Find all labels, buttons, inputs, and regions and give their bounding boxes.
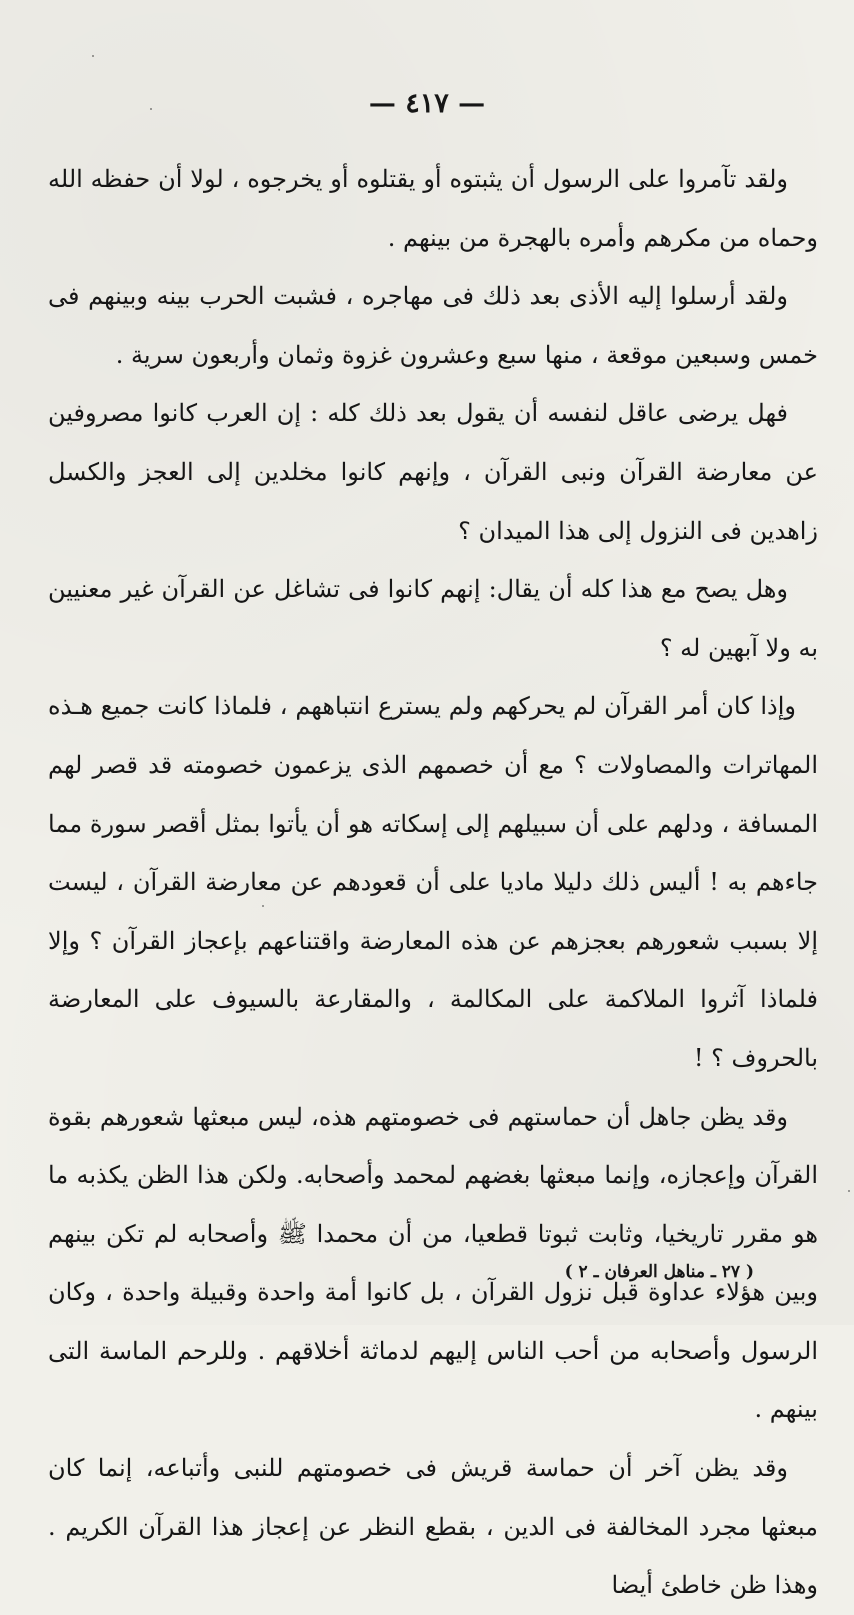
scan-speck bbox=[150, 108, 152, 110]
page-number: — ٤١٧ — bbox=[368, 88, 486, 119]
paragraph-6: وقد يظن جاهل أن حماستهم فى خصومتهم هذه، ليس مبعثها شعورهم بقوة القرآن وإعجازه، وإنما مبعثها بغضهم لمحمد وأصحابه. ولكن هذا الظن يكذبه ما هو مقرر تاريخيا، وثابت ثبوتا قطعيا، من أن محمدا ﷺ وأصحابه لم تكن بينهم وبين هؤلاء عداوة قبل نزول القرآن ، بل كانوا أمة واحدة وقبيلة واحدة ، وكان الرسول وأصحابه من أحب الناس إليهم لدماثة أخلاقهم . وللرحم الماسة التى بينهم . bbox=[48, 1102, 818, 1424]
paragraph-2: ولقد أرسلوا إليه الأذى بعد ذلك فى مهاجره ، فشبت الحرب بينه وبينهم فى خمس وسبعين موقعة ، منها سبع وعشرون غزوة وثمان وأربعون سرية . bbox=[48, 282, 818, 369]
scan-speck bbox=[262, 905, 264, 907]
paragraph-1: ولقد تآمروا على الرسول أن يثبتوه أو يقتلوه أو يخرجوه ، لولا أن حفظه الله وحماه من مكرهم وأمره بالهجرة من بينهم . bbox=[48, 165, 818, 252]
scan-speck bbox=[92, 55, 94, 57]
signature-footer: ( ٢٧ ـ مناهل العرفان ـ ٢ ) bbox=[564, 1262, 754, 1282]
paragraph-5: وإذا كان أمر القرآن لم يحركهم ولم يسترع انتباههم ، فلماذا كانت جميع هـذه المهاترات والمصاولات ؟ مع أن خصمهم الذى يزعمون خصومته قد قصر لهم المسافة ، ودلهم على أن سبيلهم إلى إسكاته هو أن يأتوا بمثل أقصر سورة مما جاءهم به ! أليس ذلك دليلا ماديا على أن قعودهم عن معارضة القرآن ، ليست إلا بسبب شعورهم بعجزهم عن هذه المعارضة واقتناعهم بإعجاز القرآن ؟ وإلا فلماذا آثروا الملاكمة على المكالمة ، والمقارعة بالسيوف على المعارضة بالحروف ؟ ! bbox=[48, 692, 819, 1072]
body-text bbox=[48, 150, 818, 1615]
paragraph-4: وهل يصح مع هذا كله أن يقال: إنهم كانوا فى تشاغل عن القرآن غير معنيين به ولا آبهين له ؟ bbox=[48, 575, 818, 662]
scan-speck bbox=[848, 1190, 850, 1192]
paragraph-7: وقد يظن آخر أن حماسة قريش فى خصومتهم للنبى وأتباعه، إنما كان مبعثها مجرد المخالفة فى الدين ، بقطع النظر عن إعجاز هذا القرآن الكريم . وهذا ظن خاطئ أيضا bbox=[48, 1454, 819, 1600]
paragraph-3: فهل يرضى عاقل لنفسه أن يقول بعد ذلك كله : إن العرب كانوا مصروفين عن معارضة القرآن ونبى القرآن ، وإنهم كانوا مخلدين إلى العجز والكسل زاهدين فى النزول إلى هذا الميدان ؟ bbox=[48, 399, 818, 545]
